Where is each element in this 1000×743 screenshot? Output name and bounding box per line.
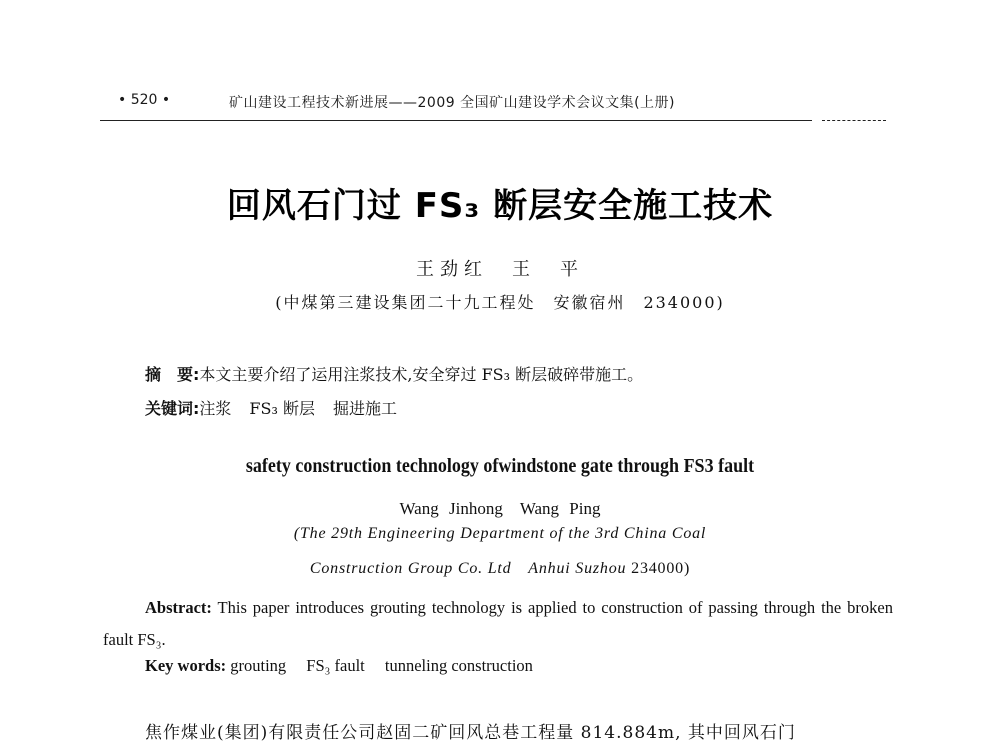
chinese-abstract [145, 362, 905, 385]
page-number: • 520 • [118, 92, 171, 108]
english-affiliation-line1: (The 29th Engineering Department of the 3rd China Coal [293, 525, 707, 542]
chinese-authors: 王劲红 王 平 [416, 259, 584, 280]
chinese-keyword: FS₃ 断层 [249, 399, 315, 418]
english-keyword: FS₃ fault [306, 656, 365, 675]
english-abstract [103, 592, 893, 656]
english-keywords [145, 656, 549, 676]
english-authors: Wang Jinhong Wang Ping [399, 499, 601, 518]
english-affiliation-org: Construction Group Co. Ltd Anhui Suzhou [309, 560, 627, 577]
english-affiliation-postcode: 234000) [631, 560, 691, 577]
running-header [0, 92, 1000, 112]
chinese-abstract-text: 本文主要介绍了运用注浆技术,安全穿过 FS₃ 断层破碎带施工。 [199, 365, 644, 384]
chinese-keyword: 掘进施工 [333, 399, 398, 418]
chinese-abstract-label: 摘 要: [145, 365, 200, 384]
chinese-keywords [145, 396, 905, 419]
body-first-line: 焦作煤业(集团)有限责任公司赵固二矿回风总巷工程量 814.884m, 其中回风石门 [145, 723, 796, 743]
chinese-keywords-label: 关键词: [145, 399, 200, 418]
chinese-affiliation: (中煤第三建设集团二十九工程处 安徽宿州 234000) [275, 293, 725, 312]
english-keyword: tunneling construction [384, 656, 533, 675]
english-title: safety construction technology ofwindstone gate through FS3 fault [245, 455, 755, 477]
book-title: 矿山建设工程技术新进展——2009 全国矿山建设学术会议文集(上册) [229, 95, 676, 111]
english-keywords-label: Key words: [145, 656, 227, 675]
chinese-title: 回风石门过 FS₃ 断层安全施工技术 [226, 186, 774, 226]
english-abstract-label: Abstract: [145, 598, 212, 617]
english-affiliation-line2 [0, 555, 1000, 578]
english-abstract-text: This paper introduces grouting technology is applied to construction of passing through the broken fault FS₃. [103, 598, 893, 649]
chinese-keyword: 注浆 [199, 399, 232, 418]
english-keyword: grouting [230, 656, 287, 675]
header-rule-dashed [822, 120, 886, 121]
header-rule [100, 120, 812, 121]
